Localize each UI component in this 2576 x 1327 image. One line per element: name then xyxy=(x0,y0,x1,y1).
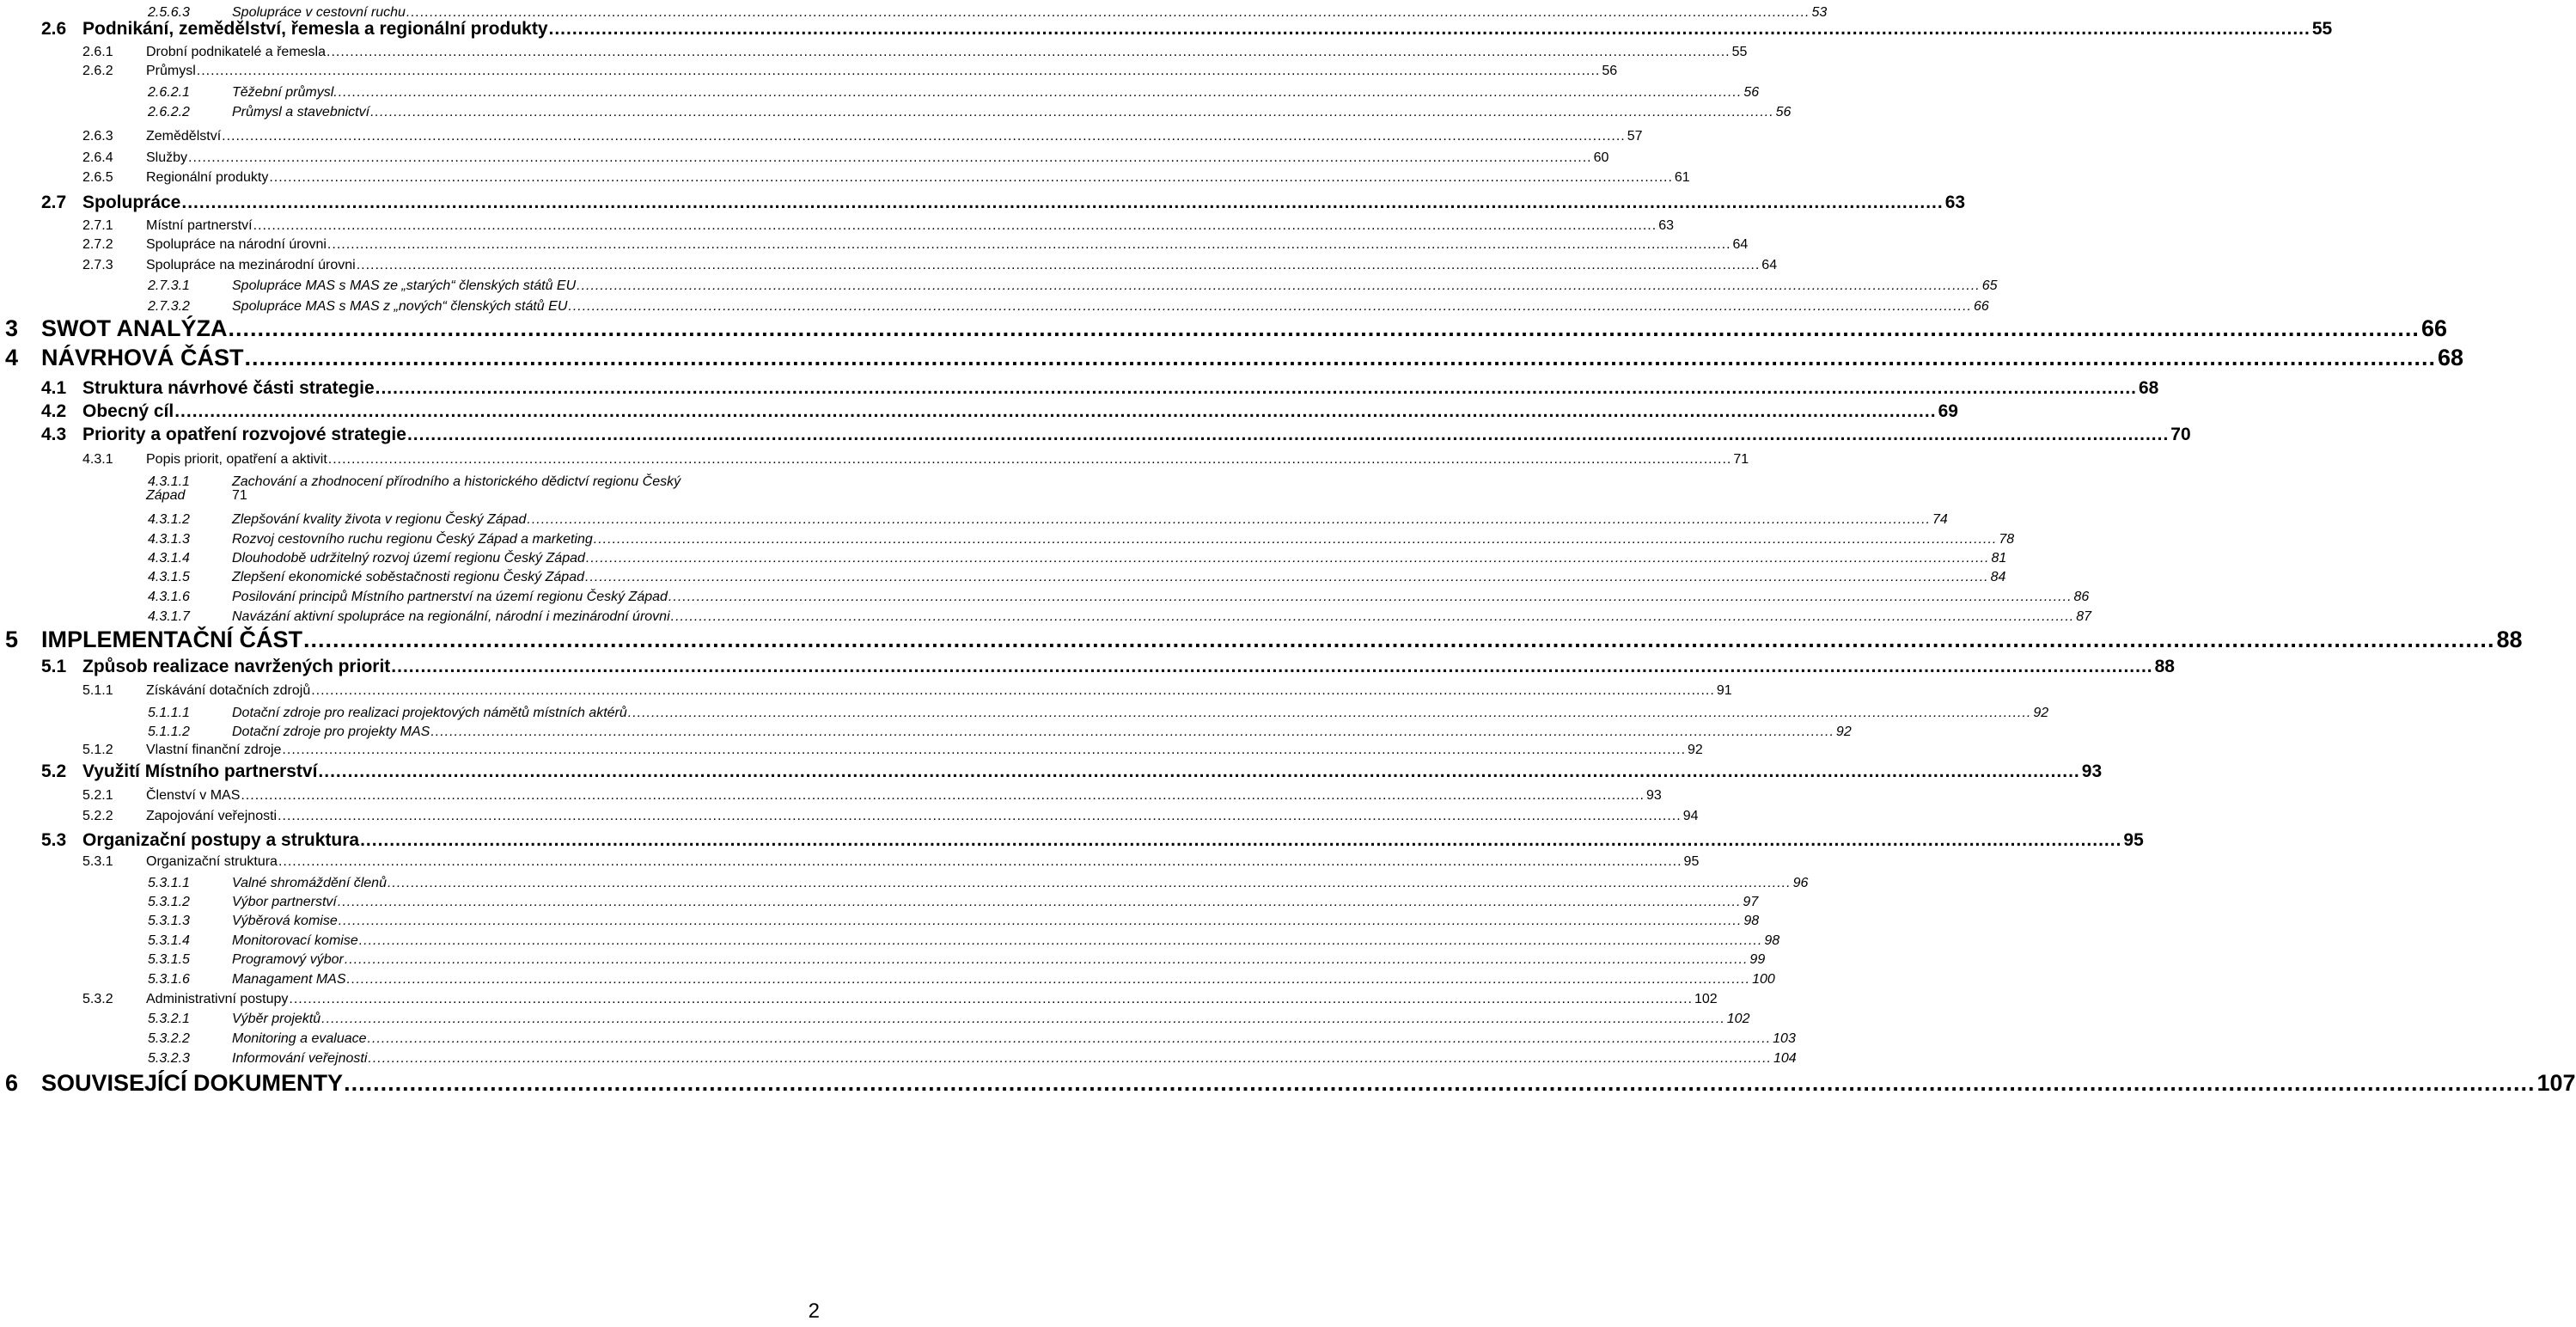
toc-entry-title: Služby xyxy=(146,150,188,165)
toc-entry-title: Zapojování veřejnosti xyxy=(146,809,278,823)
toc-entry-title: Rozvoj cestovního ruchu regionu Český Západ a marketing xyxy=(232,532,593,547)
toc-entry[interactable] xyxy=(0,313,2447,342)
toc-entry[interactable] xyxy=(0,546,2007,566)
toc-dot-leader: ............................................................................................................................................................................................................................................................................................................ xyxy=(585,570,1989,584)
toc-entry-page: 74 xyxy=(1932,512,1948,527)
toc-entry-number: 5.2 xyxy=(41,761,67,781)
toc-entry-title: IMPLEMENTAČNÍ ČÁST xyxy=(41,627,302,652)
toc-entry-page: 68 xyxy=(2138,378,2159,398)
toc-entry-title: Výbor partnerství xyxy=(232,895,337,909)
toc-entry-title: Místní partnerství xyxy=(146,218,253,233)
toc-dot-leader: ............................................................................................................................................................................................................................................................................................................ xyxy=(244,345,2436,370)
toc-entry-page: 95 xyxy=(2123,830,2144,850)
toc-entry[interactable] xyxy=(0,165,1690,186)
toc-entry-title: Zemědělství xyxy=(146,129,222,144)
toc-entry-title-continuation: Západ xyxy=(146,488,186,503)
toc-entry[interactable] xyxy=(0,871,1809,891)
toc-dot-leader: ............................................................................................................................................................................................................................................................................................................ xyxy=(253,218,1657,233)
toc-entry-title: Výběrová komise xyxy=(232,914,338,928)
toc-entry-page: 55 xyxy=(2311,19,2333,39)
toc-entry-title: Zlepšení ekonomické soběstačnosti regionu Český Západ xyxy=(232,570,584,584)
toc-entry-page: 56 xyxy=(1775,105,1792,119)
toc-entry-title: Dlouhodobě udržitelný rozvoj území regionu Český Západ xyxy=(232,551,585,566)
toc-entry-title: Výběr projektů xyxy=(232,1012,321,1026)
toc-entry[interactable] xyxy=(0,700,2049,721)
toc-entry-number: 4.1 xyxy=(41,378,67,398)
toc-dot-leader: ............................................................................................................................................................................................................................................................................................................ xyxy=(222,129,1626,144)
toc-entry-title: Monitorovací komise xyxy=(232,933,358,948)
toc-dot-leader: ............................................................................................................................................................................................................................................................................................................ xyxy=(346,972,1751,987)
toc-entry-number: 2.6.2.2 xyxy=(148,105,190,119)
toc-entry-number: 5 xyxy=(5,627,19,652)
toc-entry-page: 93 xyxy=(2081,761,2103,781)
toc-dot-leader: ............................................................................................................................................................................................................................................................................................................ xyxy=(387,876,1792,890)
toc-entry-page: 104 xyxy=(1773,1051,1797,1066)
toc-entry-page: 88 xyxy=(2496,627,2523,652)
toc-entry[interactable] xyxy=(0,124,1643,144)
toc-entry-title: Spolupráce v cestovní ruchu xyxy=(232,5,406,20)
toc-entry-number: 5.3.2 xyxy=(82,992,113,1006)
toc-entry-page: 92 xyxy=(2033,706,2049,720)
toc-entry-number: 5.1.2 xyxy=(82,743,113,757)
toc-entry-number: 5.1 xyxy=(41,657,67,676)
toc-entry[interactable] xyxy=(0,849,1700,870)
toc-dot-leader: ............................................................................................................................................................................................................................................................................................................ xyxy=(278,854,1682,869)
toc-entry-page: 81 xyxy=(1991,551,2007,566)
toc-entry-page: 107 xyxy=(2536,1070,2576,1096)
toc-entry-page: 96 xyxy=(1792,876,1809,890)
toc-dot-leader: ............................................................................................................................................................................................................................................................................................................ xyxy=(358,933,1763,948)
toc-entry-page: 61 xyxy=(1674,170,1690,185)
toc-entry[interactable] xyxy=(0,967,1775,988)
toc-entry-page: 68 xyxy=(2437,345,2464,370)
toc-entry[interactable] xyxy=(0,527,2015,547)
toc-entry[interactable] xyxy=(0,783,1662,804)
toc-dot-leader: ............................................................................................................................................................................................................................................................................................................ xyxy=(391,657,2153,676)
toc-entry-page: 63 xyxy=(1944,193,1966,212)
toc-entry-title: Struktura návrhové části strategie xyxy=(82,378,375,398)
toc-entry-title: Spolupráce na mezinárodní úrovni xyxy=(146,258,356,272)
toc-entry-continuation xyxy=(146,488,247,504)
toc-entry[interactable] xyxy=(0,947,1766,968)
toc-entry-page: 66 xyxy=(1973,299,1989,314)
toc-entry[interactable] xyxy=(0,908,1760,929)
toc-entry-page: 95 xyxy=(1683,854,1700,869)
toc-entry-page: 56 xyxy=(1743,85,1760,100)
toc-dot-leader: ............................................................................................................................................................................................................................................................................................................ xyxy=(338,914,1743,928)
toc-entry[interactable] xyxy=(0,890,1759,910)
toc-entry-number: 5.3.1 xyxy=(82,854,113,869)
toc-dot-leader: ............................................................................................................................................................................................................................................................................................................ xyxy=(344,1070,2536,1096)
toc-entry[interactable] xyxy=(0,987,1718,1007)
toc-entry[interactable] xyxy=(0,828,2144,851)
toc-dot-leader: ............................................................................................................................................................................................................................................................................................................ xyxy=(406,5,1810,20)
toc-dot-leader: ............................................................................................................................................................................................................................................................................................................ xyxy=(327,45,1731,59)
toc-entry[interactable] xyxy=(0,422,2191,445)
toc-dot-leader: ............................................................................................................................................................................................................................................................................................................ xyxy=(548,19,2310,39)
toc-entry-title: Valné shromáždění členů xyxy=(232,876,387,890)
toc-entry-title: Spolupráce MAS s MAS ze „starých“ členských států EU xyxy=(232,278,577,293)
toc-entry[interactable] xyxy=(0,565,2006,585)
toc-entry-page: 66 xyxy=(2420,315,2447,341)
toc-entry-number: 2.6.4 xyxy=(82,150,113,165)
toc-dot-leader: ............................................................................................................................................................................................................................................................................................................ xyxy=(327,237,1731,252)
toc-entry-number: 5.2.2 xyxy=(82,809,113,823)
toc-dot-leader: ............................................................................................................................................................................................................................................................................................................ xyxy=(368,1051,1772,1066)
toc-dot-leader: ............................................................................................................................................................................................................................................................................................................ xyxy=(406,425,2170,444)
toc-entry-number: 4.2 xyxy=(41,401,67,421)
toc-entry[interactable] xyxy=(0,100,1792,120)
toc-entry[interactable] xyxy=(0,58,1618,79)
toc-entry-number: 2.6.1 xyxy=(82,45,113,59)
toc-entry-page: 102 xyxy=(1694,992,1718,1006)
toc-dot-leader: ............................................................................................................................................................................................................................................................................................................ xyxy=(367,1031,1772,1046)
toc-entry[interactable] xyxy=(0,342,2464,371)
toc-entry[interactable] xyxy=(0,253,1778,273)
toc-entry-page: 86 xyxy=(2073,590,2090,604)
toc-entry-number: 4.3.1.6 xyxy=(148,590,190,604)
toc-entry-page: 94 xyxy=(1682,809,1699,823)
toc-entry-title: NÁVRHOVÁ ČÁST xyxy=(41,345,244,370)
toc-dot-leader: ............................................................................................................................................................................................................................................................................................................ xyxy=(375,378,2137,398)
toc-entry-page: 60 xyxy=(1593,150,1609,165)
toc-entry-number: 4.3.1.3 xyxy=(148,532,190,547)
toc-dot-leader: ............................................................................................................................................................................................................................................................................................................ xyxy=(338,85,1743,100)
toc-entry[interactable] xyxy=(0,447,1749,468)
toc-entry-number: 2.7.3.1 xyxy=(148,278,190,293)
toc-entry-page: 102 xyxy=(1726,1012,1750,1026)
toc-entry-number: 2.6.2 xyxy=(82,64,113,78)
toc-entry-page: 92 xyxy=(1688,743,1703,757)
toc-entry[interactable] xyxy=(0,376,2159,399)
toc-entry-page: 84 xyxy=(1990,570,2006,584)
toc-entry[interactable] xyxy=(0,1067,2576,1097)
toc-entry-title: Posilování principů Místního partnerství na území regionu Český Západ xyxy=(232,590,668,604)
toc-entry-page: 78 xyxy=(1999,532,2015,547)
toc-entry-title: Těžební průmysl. xyxy=(232,85,338,100)
toc-entry-page: 93 xyxy=(1645,788,1662,803)
toc-entry-title: Priority a opatření rozvojové strategie xyxy=(82,425,406,444)
toc-entry-title: Způsob realizace navržených priorit xyxy=(82,657,391,676)
toc-entry-number: 3 xyxy=(5,315,19,341)
toc-entry[interactable] xyxy=(0,759,2103,782)
toc-entry-title: Průmysl xyxy=(146,64,196,78)
toc-entry-number: 6 xyxy=(5,1070,19,1096)
toc-entry-number: 5.1.1 xyxy=(82,683,113,698)
toc-entry[interactable] xyxy=(0,16,2333,40)
toc-entry[interactable] xyxy=(0,145,1609,166)
toc-entry[interactable] xyxy=(0,469,825,490)
toc-entry-title: Organizační struktura xyxy=(146,854,278,869)
toc-dot-leader: ............................................................................................................................................................................................................................................................................................................ xyxy=(311,683,1715,698)
toc-entry-page: 91 xyxy=(1716,683,1732,698)
toc-entry[interactable] xyxy=(0,507,1948,528)
toc-entry-page: 92 xyxy=(1835,725,1852,739)
toc-entry-number: 2.5.6.3 xyxy=(148,5,190,20)
toc-entry-page: 71 xyxy=(232,488,247,503)
toc-entry-title: Drobní podnikatelé a řemesla xyxy=(146,45,327,59)
toc-entry-page: 97 xyxy=(1743,895,1759,909)
toc-entry-number: 4.3.1.4 xyxy=(148,551,190,566)
toc-entry[interactable] xyxy=(0,654,2175,677)
toc-dot-leader: ............................................................................................................................................................................................................................................................................................................ xyxy=(174,401,1937,421)
toc-entry-page: 98 xyxy=(1743,914,1760,928)
toc-entry-title: Obecný cíl xyxy=(82,401,174,421)
toc-entry-number: 2.6 xyxy=(41,19,67,39)
toc-entry-page: 55 xyxy=(1731,45,1748,59)
toc-dot-leader: ............................................................................................................................................................................................................................................................................................................ xyxy=(181,193,1944,212)
toc-dot-leader: ............................................................................................................................................................................................................................................................................................................ xyxy=(360,830,2122,850)
toc-entry-page: 64 xyxy=(1732,237,1749,252)
toc-entry-number: 5.1.1.2 xyxy=(148,725,190,739)
toc-entry-page: 57 xyxy=(1627,129,1643,144)
toc-entry-title: Managament MAS xyxy=(232,972,346,987)
toc-entry-title: Využití Místního partnerství xyxy=(82,761,318,781)
toc-entry[interactable] xyxy=(0,604,2092,625)
toc-entry-page: 69 xyxy=(1938,401,1958,421)
toc-entry-page: 53 xyxy=(1811,5,1828,20)
toc-entry-title: Organizační postupy a struktura xyxy=(82,830,360,850)
toc-entry-page: 63 xyxy=(1658,218,1674,233)
toc-entry[interactable] xyxy=(0,399,1958,422)
toc-entry-title: Spolupráce na národní úrovni xyxy=(146,237,327,252)
toc-entry[interactable] xyxy=(0,804,1699,824)
toc-entry[interactable] xyxy=(0,294,1989,315)
toc-entry-page: 65 xyxy=(1981,278,1998,293)
toc-dot-leader: ............................................................................................................................................................................................................................................................................................................ xyxy=(527,512,1931,527)
toc-dot-leader: ............................................................................................................................................................................................................................................................................................................ xyxy=(577,278,1981,293)
toc-entry-number: 2.7.1 xyxy=(82,218,113,233)
toc-dot-leader: ............................................................................................................................................................................................................................................................................................................ xyxy=(593,532,1998,547)
toc-dot-leader: ............................................................................................................................................................................................................................................................................................................ xyxy=(278,809,1682,823)
toc-entry-number: 5.3.1.5 xyxy=(148,952,190,967)
toc-entry-number: 4.3.1.1 xyxy=(148,474,190,489)
toc-entry-number: 2.7.3 xyxy=(82,258,113,272)
toc-entry-number: 5.1.1.1 xyxy=(148,706,190,720)
toc-entry-number: 5.3.2.2 xyxy=(148,1031,190,1046)
toc-entry-title: Popis priorit, opatření a aktivit xyxy=(146,452,327,467)
toc-entry-number: 5.3.2.3 xyxy=(148,1051,190,1066)
toc-entry[interactable] xyxy=(0,40,1748,60)
toc-dot-leader: ............................................................................................................................................................................................................................................................................................................ xyxy=(282,743,1687,757)
toc-entry-number: 2.6.2.1 xyxy=(148,85,190,100)
toc-entry-title: Informování veřejnosti xyxy=(232,1051,368,1066)
toc-entry[interactable] xyxy=(0,1006,1750,1027)
toc-entry-number: 4.3 xyxy=(41,425,67,444)
toc-entry[interactable] xyxy=(0,928,1780,949)
toc-entry[interactable] xyxy=(0,1026,1796,1047)
toc-entry[interactable] xyxy=(0,1046,1797,1067)
toc-entry-page: 64 xyxy=(1761,258,1778,272)
toc-dot-leader: ............................................................................................................................................................................................................................................................................................................ xyxy=(188,150,1592,165)
toc-entry-title: Spolupráce xyxy=(82,193,181,212)
toc-entry-page: 56 xyxy=(1602,64,1618,78)
toc-dot-leader: ............................................................................................................................................................................................................................................................................................................ xyxy=(670,609,2075,624)
toc-dot-leader: ............................................................................................................................................................................................................................................................................................................ xyxy=(318,761,2080,781)
toc-dot-leader: ............................................................................................................................................................................................................................................................................................................ xyxy=(321,1012,1725,1026)
toc-entry-title: Dotační zdroje pro realizaci projektových námětů místních aktérů xyxy=(232,706,627,720)
toc-entry-number: 5.2.1 xyxy=(82,788,113,803)
toc-dot-leader: ............................................................................................................................................................................................................................................................................................................ xyxy=(344,952,1749,967)
toc-entry-number: 5.3 xyxy=(41,830,67,850)
toc-dot-leader: ............................................................................................................................................................................................................................................................................................................ xyxy=(241,788,1645,803)
toc-dot-leader: ............................................................................................................................................................................................................................................................................................................ xyxy=(627,706,2032,720)
page-number: 2 xyxy=(808,1299,820,1323)
toc-dot-leader: ............................................................................................................................................................................................................................................................................................................ xyxy=(430,725,1834,739)
toc-entry-page: 99 xyxy=(1749,952,1766,967)
toc-entry-title: Podnikání, zemědělství, řemesla a regionální produkty xyxy=(82,19,548,39)
toc-entry-title: Průmysl a stavebnictví xyxy=(232,105,370,119)
toc-entry-number: 4.3.1.2 xyxy=(148,512,190,527)
toc-entry-title: SWOT ANALÝZA xyxy=(41,315,228,341)
toc-entry-title: Získávání dotačních zdrojů xyxy=(146,683,311,698)
toc-entry-title: Dotační zdroje pro projekty MAS xyxy=(232,725,430,739)
toc-entry-page: 87 xyxy=(2076,609,2092,624)
toc-entry-number: 5.3.1.1 xyxy=(148,876,190,890)
toc-entry-page: 70 xyxy=(2170,425,2191,444)
toc-entry-title: Členství v MAS xyxy=(146,788,241,803)
toc-dot-leader: ............................................................................................................................................................................................................................................................................................................ xyxy=(303,627,2495,652)
toc-entry-title: Regionální produkty xyxy=(146,170,269,185)
toc-dot-leader: ............................................................................................................................................................................................................................................................................................................ xyxy=(196,64,1601,78)
toc-entry-number: 5.3.1.4 xyxy=(148,933,190,948)
toc-dot-leader: ............................................................................................................................................................................................................................................................................................................ xyxy=(337,895,1742,909)
toc-entry-title: SOUVISEJÍCÍ DOKUMENTY xyxy=(41,1070,344,1096)
toc-entry-title: Programový výbor xyxy=(232,952,344,967)
toc-entry-number: 5.3.1.3 xyxy=(148,914,190,928)
toc-entry-title: Monitoring a evaluace xyxy=(232,1031,367,1046)
toc-entry-number: 2.6.3 xyxy=(82,129,113,144)
toc-entry-title: Vlastní finanční zdroje xyxy=(146,743,282,757)
toc-entry[interactable] xyxy=(0,80,1760,101)
toc-entry-number: 4.3.1.7 xyxy=(148,609,190,624)
toc-entry-number: 5.3.1.6 xyxy=(148,972,190,987)
toc-entry-title: Zachování a zhodnocení přírodního a historického dědictví regionu Český xyxy=(232,474,681,489)
toc-entry[interactable] xyxy=(0,584,2090,605)
toc-entry-number: 4.3.1.5 xyxy=(148,570,190,584)
toc-entry[interactable] xyxy=(0,624,2523,653)
toc-entry-title: Administrativní postupy xyxy=(146,992,289,1006)
toc-entry-title: Zlepšování kvality života v regionu Český Západ xyxy=(232,512,527,527)
toc-entry-number: 2.7.2 xyxy=(82,237,113,252)
toc-entry-number: 4.3.1 xyxy=(82,452,113,467)
toc-entry-number: 5.3.1.2 xyxy=(148,895,190,909)
toc-dot-leader: ............................................................................................................................................................................................................................................................................................................ xyxy=(668,590,2072,604)
toc-entry-number: 4 xyxy=(5,345,19,370)
toc-entry[interactable] xyxy=(0,737,1703,758)
toc-dot-leader: ............................................................................................................................................................................................................................................................................................................ xyxy=(370,105,1774,119)
toc-dot-leader: ............................................................................................................................................................................................................................................................................................................ xyxy=(269,170,1673,185)
toc-entry[interactable] xyxy=(0,678,1732,699)
toc-entry[interactable] xyxy=(0,273,1998,294)
toc-dot-leader: ............................................................................................................................................................................................................................................................................................................ xyxy=(356,258,1761,272)
toc-entry-page: 98 xyxy=(1764,933,1780,948)
toc-dot-leader: ............................................................................................................................................................................................................................................................................................................ xyxy=(568,299,1972,314)
toc-entry-page: 103 xyxy=(1773,1031,1796,1046)
toc-entry[interactable] xyxy=(0,213,1674,234)
toc-entry-page: 71 xyxy=(1733,452,1749,467)
toc-entry-number: 2.6.5 xyxy=(82,170,113,185)
toc-entry-page: 88 xyxy=(2154,657,2175,676)
toc-dot-leader: ............................................................................................................................................................................................................................................................................................................ xyxy=(327,452,1732,467)
toc-dot-leader: ............................................................................................................................................................................................................................................................................................................ xyxy=(228,315,2420,341)
toc-entry-number: 5.3.2.1 xyxy=(148,1012,190,1026)
toc-dot-leader: ............................................................................................................................................................................................................................................................................................................ xyxy=(585,551,1990,566)
toc-entry-title: Navázání aktivní spolupráce na regionální, národní i mezinárodní úrovni xyxy=(232,609,670,624)
toc-entry-number: 2.7 xyxy=(41,193,67,212)
toc-entry-number: 2.7.3.2 xyxy=(148,299,190,314)
toc-entry-title: Spolupráce MAS s MAS z „nových“ členských států EU xyxy=(232,299,568,314)
toc-entry-page: 100 xyxy=(1752,972,1775,987)
toc-entry[interactable] xyxy=(0,232,1749,253)
toc-dot-leader: ............................................................................................................................................................................................................................................................................................................ xyxy=(289,992,1693,1006)
toc-entry[interactable] xyxy=(0,190,1966,213)
